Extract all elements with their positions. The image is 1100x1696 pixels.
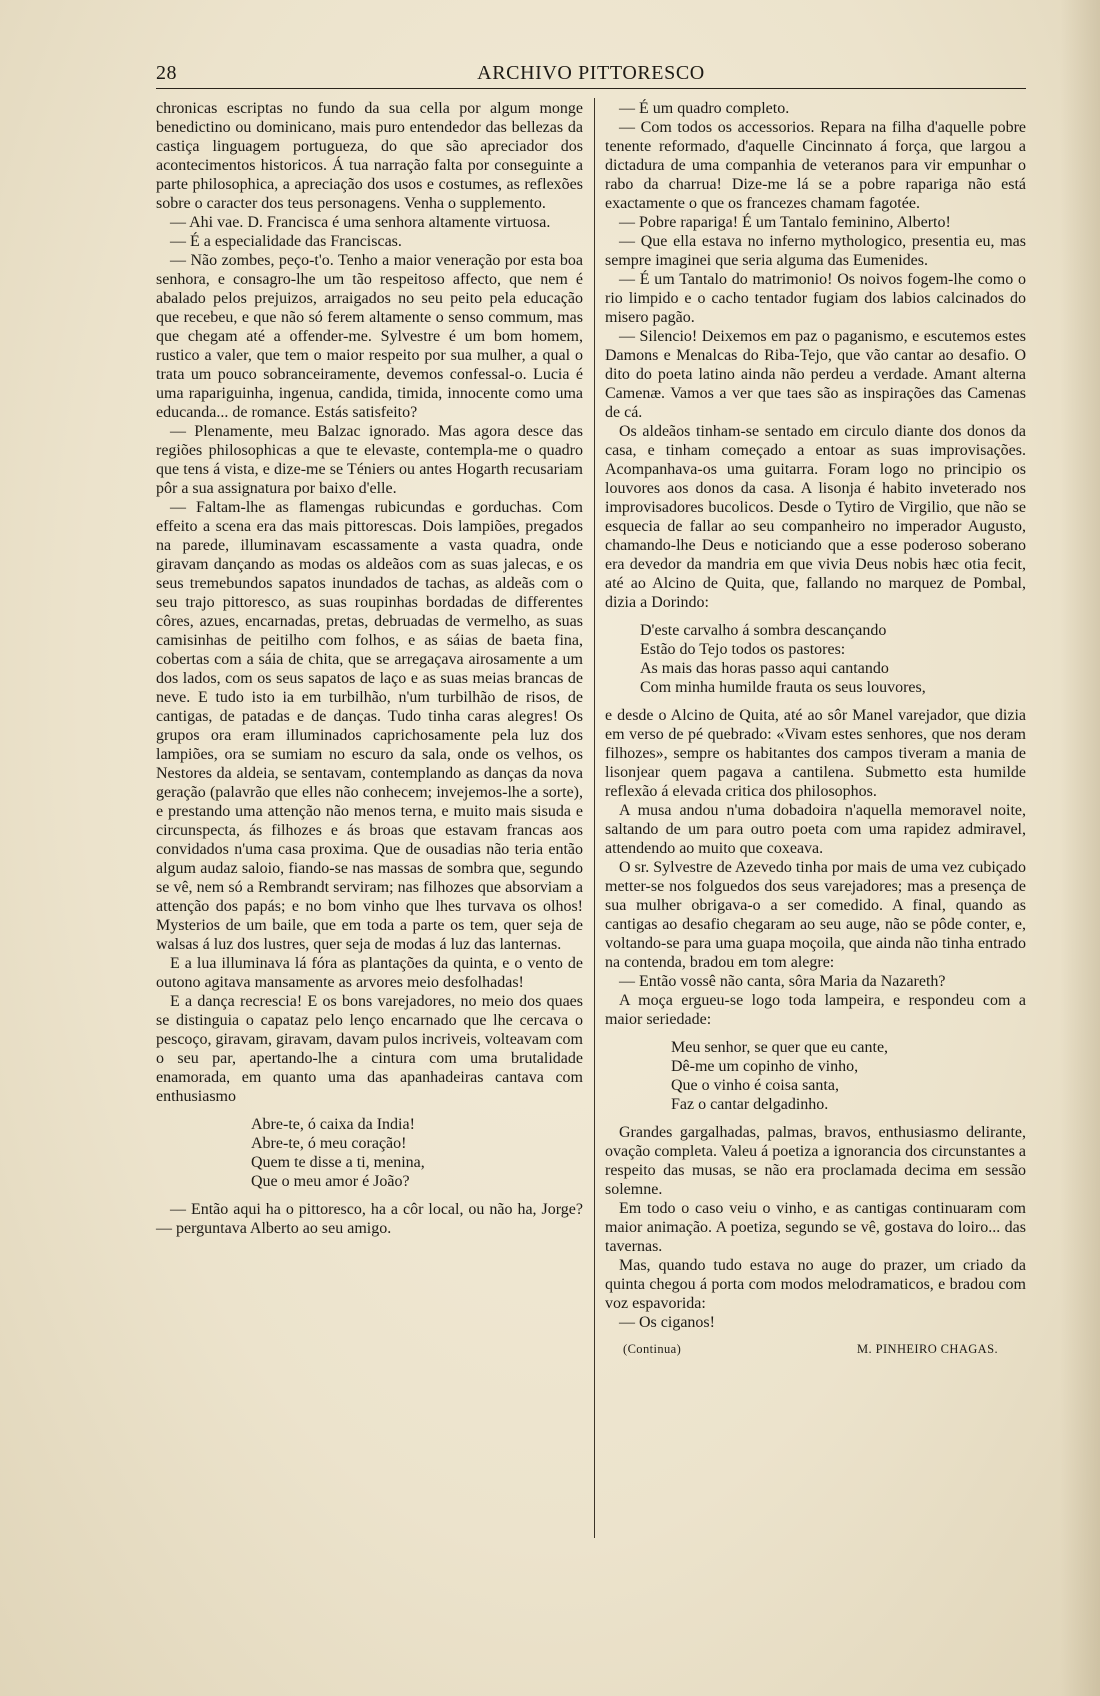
verse-line: Estão do Tejo todos os pastores: — [640, 641, 846, 658]
paragraph: — Os ciganos! — [619, 1314, 715, 1331]
column-divider — [594, 98, 595, 1538]
paragraph: — É a especialidade das Franciscas. — [170, 233, 402, 250]
paragraph: E a lua illuminava lá fóra as plantações da quinta, e o vento de outono agitava mansamente as arvores meio desfolhadas! — [156, 955, 583, 991]
verse-line: Quem te disse a ti, menina, — [251, 1154, 425, 1171]
verse-line: Com minha humilde frauta os seus louvores, — [640, 679, 926, 696]
paragraph: — Ahi vae. D. Francisca é uma senhora altamente virtuosa. — [170, 214, 551, 231]
paragraph: O sr. Sylvestre de Azevedo tinha por mais de uma vez cubiçado metter-se nos folguedos dos seus varejadores; mas a presença de sua mulher obrigava-o a ser comedido. A final, quando as cantigas ao desafio chegaram ao seu auge, não se pôde conter, e, voltando-se para uma guapa moçoila, que ainda não tinha entrado na contenda, bradou em tom alegre: — [605, 859, 1026, 971]
verse-stanza — [156, 1115, 583, 1191]
paragraph: Em todo o caso veiu o vinho, e as cantigas continuaram com maior animação. A poetiza, segundo se vê, gostava do loiro... das tavernas. — [605, 1200, 1026, 1255]
verse-stanza — [605, 621, 1026, 697]
running-title: ARCHIVO PITTORESCO — [477, 62, 705, 84]
paragraph: — Pobre rapariga! É um Tantalo feminino, Alberto! — [619, 214, 951, 231]
paragraph: — É um quadro completo. — [619, 100, 790, 117]
left-column — [156, 99, 583, 1549]
page-header — [156, 62, 1026, 89]
paragraph: — Silencio! Deixemos em paz o paganismo, e escutemos estes Damons e Menalcas do Riba-Tejo, que vão cantar ao desafio. O dito do poeta latino ainda não perdeu a verdade. Amant alterna Camenæ. Vamos a ver que taes são as inspirações das Camenas de cá. — [605, 328, 1026, 421]
verse-line: Que o vinho é coisa santa, — [671, 1077, 839, 1094]
paragraph: — Plenamente, meu Balzac ignorado. Mas agora desce das regiões philosophicas a que te elevaste, contempla-me o quadro que tens á vista, e dize-me se Téniers ou antes Hogarth recusariam pôr a sua assignatura por baixo d'elle. — [156, 423, 583, 497]
page-number: 28 — [156, 62, 177, 84]
paragraph: — Então aqui ha o pittoresco, ha a côr local, ou não ha, Jorge? — perguntava Alberto ao seu amigo. — [156, 1201, 583, 1237]
verse-line: Abre-te, ó meu coração! — [251, 1135, 407, 1152]
verse-line: D'este carvalho á sombra descançando — [640, 622, 887, 639]
paragraph: chronicas escriptas no fundo da sua cella por algum monge benedictino ou dominicano, mais puro entendedor das bellezas da castiça linguagem portugueza, do que são apreciador dos acontecimentos historicos. Á tua narração falta por conseguinte a parte philosophica, a apreciação dos usos e costumes, as reflexões sobre o caracter dos teus personagens. Venha o supplemento. — [156, 100, 583, 212]
paragraph: Grandes gargalhadas, palmas, bravos, enthusiasmo delirante, ovação completa. Valeu á poetiza a ignorancia dos circunstantes a respeito das musas, se não era proclamada decima em sessão solemne. — [605, 1124, 1026, 1198]
paragraph: — Faltam-lhe as flamengas rubicundas e gorduchas. Com effeito a scena era das mais pittorescas. Dois lampiões, pregados na parede, illuminavam escassamente a vasta quadra, onde giravam dançando as modas os aldeãos com as suas jalecas, e os seus tremebundos sapatos inundados de tachas, as aldeãs com o seu trajo pittoresco, as suas roupinhas bordadas de differentes côres, azues, encarnadas, pretas, debruadas de vermelho, as suas camisinhas de peitilho com folhos, e as sáias de baeta fina, cobertas com a sáia de chita, que se arregaçava airosamente a um dos lados, com os seus sapatos de laço e as suas meias brancas de neve. E tudo isto ia em turbilhão, n'um turbilhão de risos, de cantigas, de patadas e de danças. Tudo tinha caras alegres! Os grupos ora eram illuminados caprichosamente pela luz dos lampiões, ora se sumiam no escuro da sala, onde os velhos, os Nestores da aldeia, se sentavam, contemplando as danças da nova geração (palavrão que elles não conhecem; invejemos-lhe a sorte), e prestando uma attenção não menos terna, e muito mais sisuda e circunspecta, ás filhozes e ás broas que estavam francas aos convidados n'uma casa proxima. Que de ousadias não teria então algum audaz saloio, fiando-se nas massas de sombra que, segundo se vê, nem só a Rembrandt serviram; nas filhozes que absorviam a attenção dos papás; e no bom vinho que lhes turvava os olhos! Mysterios de um baile, que em toda a parte os tem, quer seja de walsas á luz dos lustres, quer seja de modas á luz das lanternas. — [156, 499, 583, 953]
paragraph: Mas, quando tudo estava no auge do prazer, um criado da quinta chegou á porta com modos melodramaticos, e bradou com voz espavorida: — [605, 1257, 1026, 1312]
verse-line: As mais das horas passo aqui cantando — [640, 660, 889, 677]
paragraph: — Não zombes, peço-t'o. Tenho a maior veneração por esta boa senhora, e consagro-lhe um tão respeitoso affecto, que nem é abalado pelos prejuizos, arraigados no seu peito pela educação que recebeu, e que não só ferem altamente o senso commum, mas que chegam até a offender-me. Sylvestre é um bom homem, rustico a valer, que tem o maior respeito por sua mulher, a qual o trata um pouco sobranceiramente, devemos confessal-o. Lucia é uma rapariguinha, ingenua, candida, timida, innocente como uma educanda... de romance. Estás satisfeito? — [156, 252, 583, 421]
right-column — [605, 99, 1026, 1529]
verse-line: Que o meu amor é João? — [251, 1173, 410, 1190]
paragraph: A moça ergueu-se logo toda lampeira, e respondeu com a maior seriedade: — [605, 992, 1026, 1028]
paragraph: — Então vossê não canta, sôra Maria da Nazareth? — [619, 973, 946, 990]
author-name: M. PINHEIRO CHAGAS. — [857, 1342, 998, 1356]
verse-line: Meu senhor, se quer que eu cante, — [671, 1039, 889, 1056]
paragraph: A musa andou n'uma dobadoira n'aquella memoravel noite, saltando de um para outro poeta com uma rapidez admiravel, attendendo ao muito que coxeava. — [605, 802, 1026, 857]
verse-line: Abre-te, ó caixa da India! — [251, 1116, 415, 1133]
paragraph: — Que ella estava no inferno mythologico, presentia eu, mas sempre imaginei que seria alguma das Eumenides. — [605, 233, 1026, 269]
paragraph: — Com todos os accessorios. Repara na filha d'aquelle pobre tenente reformado, d'aquelle Cincinnato á força, que largou a dictadura de uma companhia de veteranos para vir empunhar o rabo da charrua! Dize-me lá se a pobre rapariga não está exactamente o que os francezes chamam fagotée. — [605, 119, 1026, 212]
verse-stanza — [605, 1038, 1026, 1114]
paragraph: E a dança recrescia! E os bons varejadores, no meio dos quaes se distinguia o capataz pelo lenço encarnado que lhe cercava o pescoço, giravam, giravam, davam pulos incriveis, volteavam com o seu par, apertando-lhe a cintura com uma brutalidade enamorada, em quanto uma das apanhadeiras cantava com enthusiasmo — [156, 993, 583, 1105]
paragraph: e desde o Alcino de Quita, até ao sôr Manel varejador, que dizia em verso de pé quebrado: «Vivam estes senhores, que nos deram filhozes», sempre os habitantes dos campos tiveram a mania de lisonjear quem pagava a cantilena. Submetto esta humilde reflexão á elevada critica dos philosophos. — [605, 707, 1026, 800]
article-signature — [605, 1340, 1026, 1359]
continued-note: (Continua) — [623, 1342, 682, 1356]
verse-line: Dê-me um copinho de vinho, — [671, 1058, 859, 1075]
paragraph: — É um Tantalo do matrimonio! Os noivos fogem-lhe como o rio limpido e o cacho tentador fugiam dos labios calcinados do misero pagão. — [605, 271, 1026, 326]
paragraph: Os aldeãos tinham-se sentado em circulo diante dos donos da casa, e tinham começado a entoar as suas improvisações. Acompanhava-os uma guitarra. Foram logo no principio os louvores aos donos da casa. A lisonja é habito inveterado nos improvisadores bucolicos. Desde o Tytiro de Virgilio, que não se esquecia de fallar ao seu companheiro no imperador Augusto, chamando-lhe Deus e noticiando que a esse poderoso soberano era devedor da mandria em que vivia Deus nobis hæc otia fecit, até ao Alcino de Quita, que, fallando no marquez de Pombal, dizia a Dorindo: — [605, 423, 1026, 611]
verse-line: Faz o cantar delgadinho. — [671, 1096, 829, 1113]
